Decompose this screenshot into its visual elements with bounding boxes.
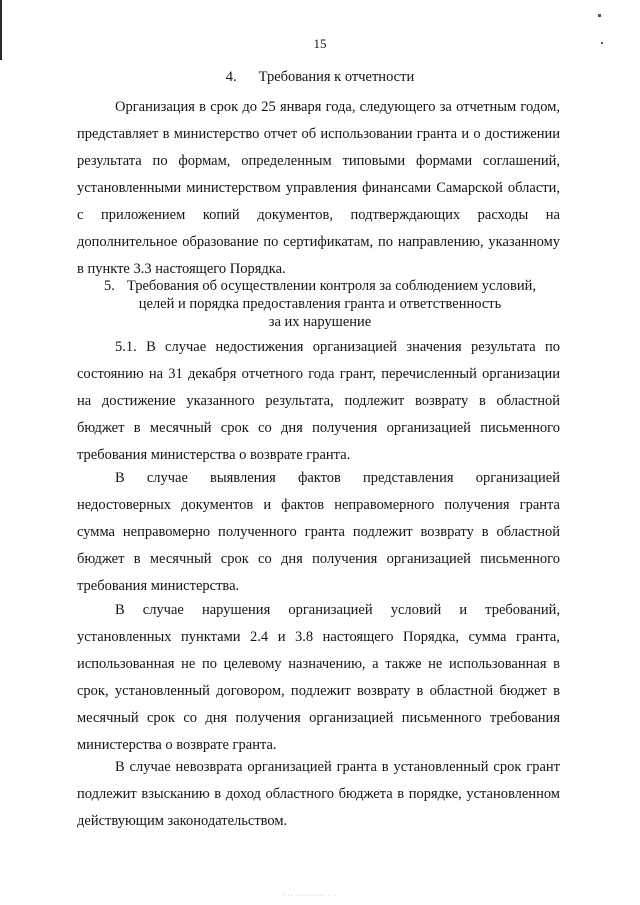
footer-scan-noise: · ·· ·········· · · [282, 893, 337, 899]
section-5-number: 5. [104, 278, 115, 294]
section-4-number: 4. [225, 69, 237, 85]
scan-artifact-mark [598, 14, 601, 17]
section-4-heading [70, 68, 570, 86]
section-5-title-line2: целей и порядка предоставления гранта и ответственность [138, 296, 502, 312]
paragraph-violation-conditions: В случае нарушения организацией условий и требований, установленных пунктами 2.4 и 3.8 настоящего Порядка, сумма гранта, использованная не по целевому назначению, а также не использованная в срок, установленный договором, подлежит возврату в областной бюджет в месячный срок со дня получения организацией письменного требования министерства о возврате гранта. [77, 602, 560, 753]
section-5-title-line3: за их нарушение [268, 314, 372, 330]
paragraph-5-1: 5.1. В случае недостижения организацией значения результата по состоянию на 31 декабря отчетного года грант, перечисленный организации на достижение указанного результата, подлежит возврату в областной бюджет в месячный срок со дня получения организацией письменного требования министерства о возврате гранта. [77, 339, 560, 463]
section-4-title: Требования к отчетности [258, 69, 415, 85]
section-5-heading [70, 277, 570, 331]
paragraph-non-return: В случае невозврата организацией гранта в установленный срок грант подлежит взысканию в доход областного бюджета в порядке, установленном действующим законодательством. [77, 759, 560, 829]
page-number: 15 [313, 36, 327, 51]
paragraph-unreliable-documents: В случае выявления фактов представления организацией недостоверных документов и фактов неправомерного получения гранта сумма неправомерно полученного гранта подлежит возврату в областной бюджет в месячный срок со дня получения организацией письменного требования министерства. [77, 470, 560, 594]
section-5-title-line1: Требования об осуществлении контроля за соблюдением условий, [126, 278, 536, 294]
section-4-paragraph: Организация в срок до 25 января года, следующего за отчетным годом, представляет в министерство отчет об использовании гранта и о достижении результата по формам, определенным типовыми формами соглашений, установленными министерством управления финансами Самарской области, с приложением копий документов, подтверждающих расходы на дополнительное образование по сертификатам, по направлению, указанному в пункте 3.3 настоящего Порядка. [77, 99, 560, 277]
